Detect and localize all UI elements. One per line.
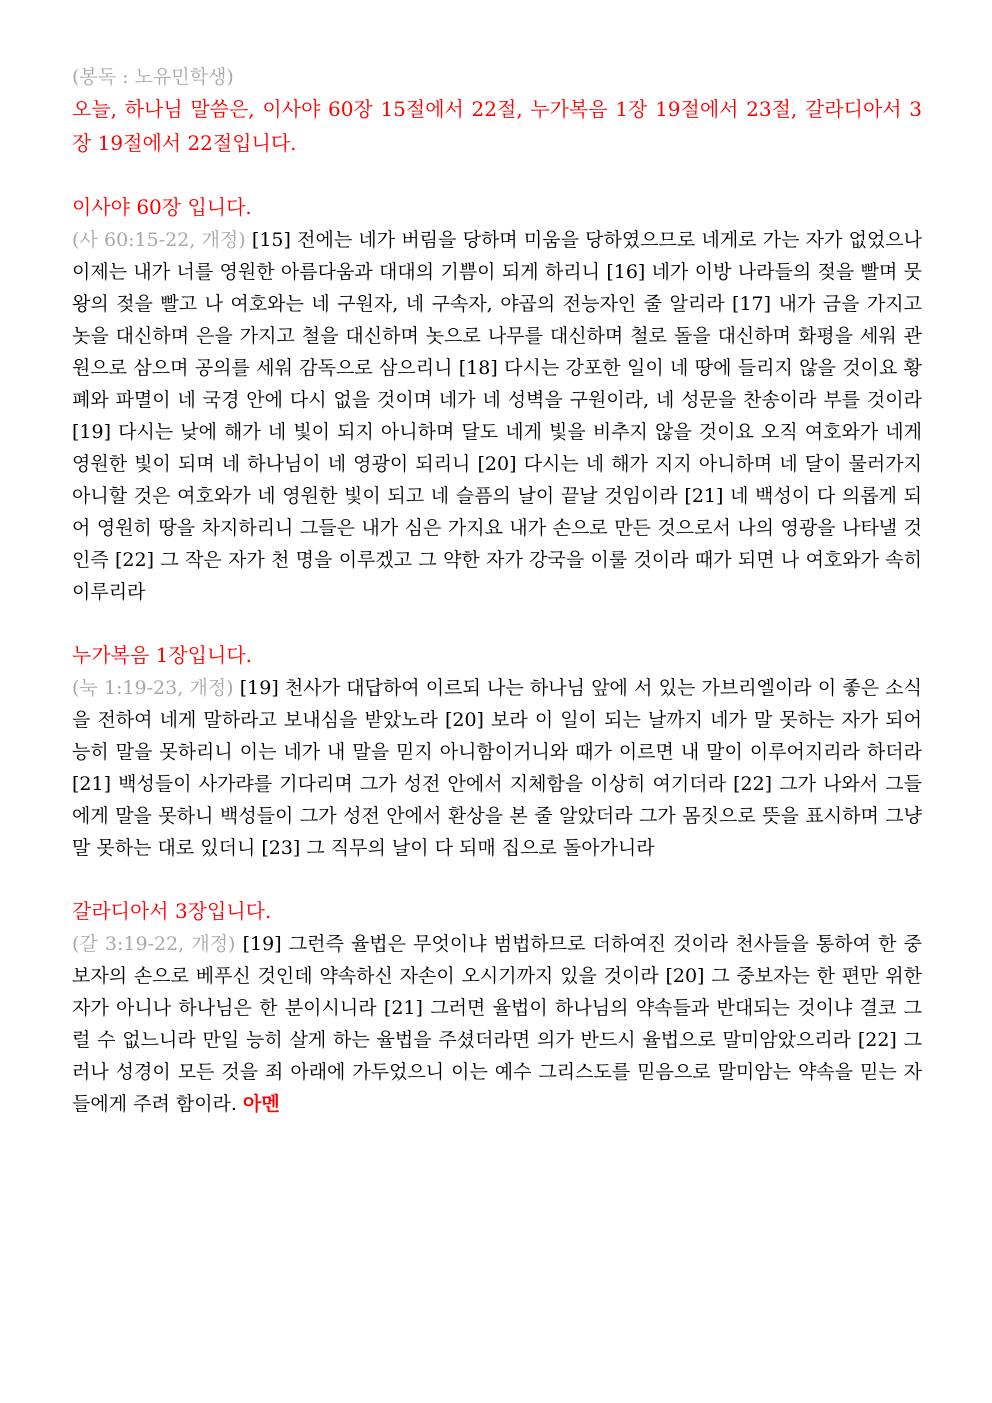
verse-reference: (사 60:15-22, 개정) xyxy=(72,229,246,251)
verse-reference: (갈 3:19-22, 개정) xyxy=(72,933,236,955)
verse-reference: (눅 1:19-23, 개정) xyxy=(72,677,234,699)
section-heading-isaiah: 이사야 60장 입니다. xyxy=(72,195,252,219)
section-heading-luke: 누가복음 1장입니다. xyxy=(72,643,252,667)
verse-text: [19] 그런즉 율법은 무엇이냐 범법하므로 더하여진 것이라 천사들을 통하여 한 중보자의 손으로 베푸신 것인데 약속하신 자손이 오시기까지 있을 것이라 [20] 그 중보자는 한 편만 위한 자가 아니나 하나님은 한 분이시니라 [21] 그러면 율법이 하나님의 약속들과 반대되는 것이냐 결코 그럴 수 없느니라 만일 능히 살게 하는 율법을 주셨더라면 의가 반드시 율법으로 말미암았으리라 [22] 그러나 성경이 모든 것을 죄 아래에 가두었으니 이는 예수 그리스도를 믿음으로 말미암는 약속을 믿는 자들에게 주려 함이라. xyxy=(72,933,922,1115)
reader-note: (봉독 : 노유민학생) xyxy=(72,66,234,88)
intro-announcement: 오늘, 하나님 말씀은, 이사야 60장 15절에서 22절, 누가복음 1장 19절에서 23절, 갈라디아서 3장 19절에서 22절입니다. xyxy=(72,97,922,155)
scripture-text-luke xyxy=(72,672,922,864)
amen-closing: 아멘 xyxy=(243,1093,280,1115)
section-heading-galatians: 갈라디아서 3장입니다. xyxy=(72,899,272,923)
verse-text: [19] 천사가 대답하여 이르되 나는 하나님 앞에 서 있는 가브리엘이라 이 좋은 소식을 전하여 네게 말하라고 보내심을 받았노라 [20] 보라 이 일이 되는 날까지 네가 말 못하는 자가 되어 능히 말을 못하리니 이는 네가 내 말을 믿지 아니함이거니와 때가 이르면 내 말이 이루어지리라 하더라 [21] 백성들이 사가랴를 기다리며 그가 성전 안에서 지체함을 이상히 여기더라 [22] 그가 나와서 그들에게 말을 못하니 백성들이 그가 성전 안에서 환상을 본 줄 알았더라 그가 몸짓으로 뜻을 표시하며 그냥 말 못하는 대로 있더니 [23] 그 직무의 날이 다 되매 집으로 돌아가니라 xyxy=(72,677,922,859)
scripture-text-isaiah xyxy=(72,224,922,608)
page-content xyxy=(72,62,922,1120)
scripture-text-galatians xyxy=(72,928,922,1120)
verse-text: [15] 전에는 네가 버림을 당하며 미움을 당하였으므로 네게로 가는 자가 없었으나 이제는 내가 너를 영원한 아름다움과 대대의 기쁨이 되게 하리니 [16] 네가 이방 나라들의 젖을 빨며 뭇 왕의 젖을 빨고 나 여호와는 네 구원자, 네 구속자, 야곱의 전능자인 줄 알리라 [17] 내가 금을 가지고 놋을 대신하며 은을 가지고 철을 대신하며 놋으로 나무를 대신하며 철로 돌을 대신하며 화평을 세워 관원으로 삼으며 공의를 세워 감독으로 삼으리니 [18] 다시는 강포한 일이 네 땅에 들리지 않을 것이요 황폐와 파멸이 네 국경 안에 다시 없을 것이며 네가 네 성벽을 구원이라, 네 성문을 찬송이라 부를 것이라 [19] 다시는 낮에 해가 네 빛이 되지 아니하며 달도 네게 빛을 비추지 않을 것이요 오직 여호와가 네게 영원한 빛이 되며 네 하나님이 네 영광이 되리니 [20] 다시는 네 해가 지지 아니하며 네 달이 물러가지 아니할 것은 여호와가 네 영원한 빛이 되고 네 슬픔의 날이 끝날 것임이라 [21] 네 백성이 다 의롭게 되어 영원히 땅을 차지하리니 그들은 내가 심은 가지요 내가 손으로 만든 것으로서 나의 영광을 나타낼 것인즉 [22] 그 작은 자가 천 명을 이루겠고 그 약한 자가 강국을 이룰 것이라 때가 되면 나 여호와가 속히 이루리라 xyxy=(72,229,923,603)
